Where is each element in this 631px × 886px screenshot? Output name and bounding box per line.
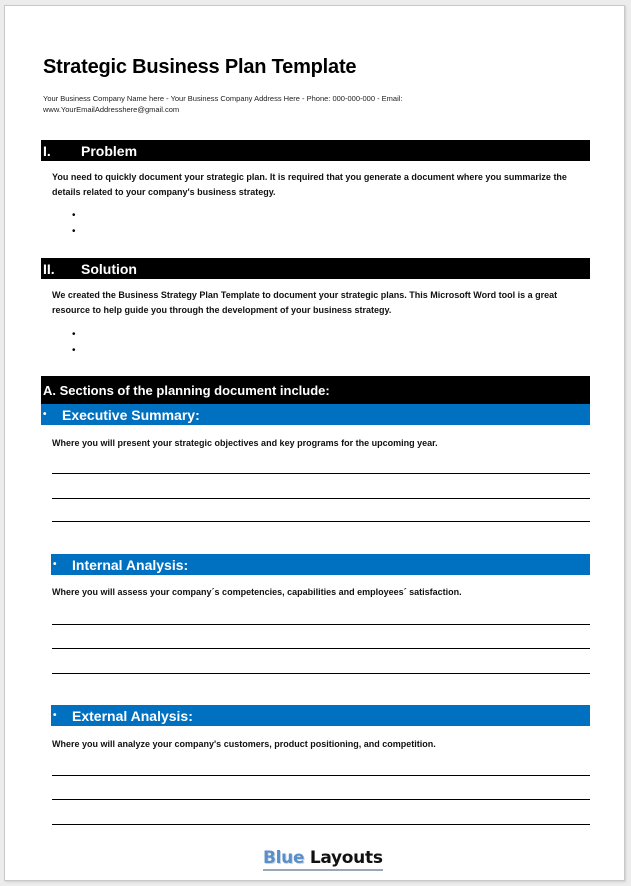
problem-text: You need to quickly document your strategic plan. It is required that you generate a document where you summarize the details related to your company's business strategy. [52, 172, 567, 197]
write-in-line[interactable] [52, 648, 590, 649]
executive-summary-description: Where you will present your strategic objectives and key programs for the upcoming year. [52, 438, 438, 448]
bullet-icon: • [72, 210, 76, 221]
item-header-external-analysis [51, 705, 590, 726]
section-title: Solution [81, 260, 137, 277]
document-title: Strategic Business Plan Template [43, 56, 357, 78]
item-title: External Analysis: [72, 707, 193, 724]
write-in-line[interactable] [52, 473, 590, 474]
write-in-line[interactable] [52, 521, 590, 522]
write-in-line[interactable] [52, 624, 590, 625]
brand-word-layouts: Layouts [309, 848, 383, 868]
subsection-title: A. Sections of the planning document include: [43, 382, 330, 398]
item-header-internal-analysis [51, 554, 590, 575]
solution-text: We created the Business Strategy Plan Template to document your strategic plans. This Microsoft Word tool is a great resource to help guide you through the development of your business strategy. [52, 290, 558, 315]
write-in-line[interactable] [52, 775, 590, 776]
bullet-icon: • [72, 345, 76, 356]
section-header-solution [41, 258, 590, 279]
write-in-line[interactable] [52, 673, 590, 674]
bullet-icon: • [53, 710, 57, 721]
document-page [4, 5, 625, 881]
item-title: Internal Analysis: [72, 556, 189, 573]
write-in-line[interactable] [52, 498, 590, 499]
section-number: I. [43, 142, 51, 159]
bullet-icon: • [43, 409, 47, 420]
brand-word-blue: Blue [263, 848, 305, 868]
company-info: Your Business Company Name here - Your Business Company Address Here - Phone: 000-000-000 - Email: www.YourEmailAddresshere@gmail.com [43, 94, 403, 114]
item-title: Executive Summary: [62, 406, 200, 423]
internal-analysis-description: Where you will assess your company´s competencies, capabilities and employees´ satisfaction. [52, 587, 462, 597]
item-header-executive-summary [41, 404, 590, 425]
section-title: Problem [81, 142, 138, 159]
write-in-line[interactable] [52, 799, 590, 800]
subsection-header [41, 376, 590, 404]
bullet-icon: • [72, 329, 76, 340]
write-in-line[interactable] [52, 824, 590, 825]
section-number: II. [43, 260, 55, 277]
section-header-problem [41, 140, 590, 161]
bullet-icon: • [53, 559, 57, 570]
external-analysis-description: Where you will analyze your company's customers, product positioning, and competition. [52, 739, 436, 749]
brand-logo [263, 848, 383, 871]
bullet-icon: • [72, 226, 76, 237]
